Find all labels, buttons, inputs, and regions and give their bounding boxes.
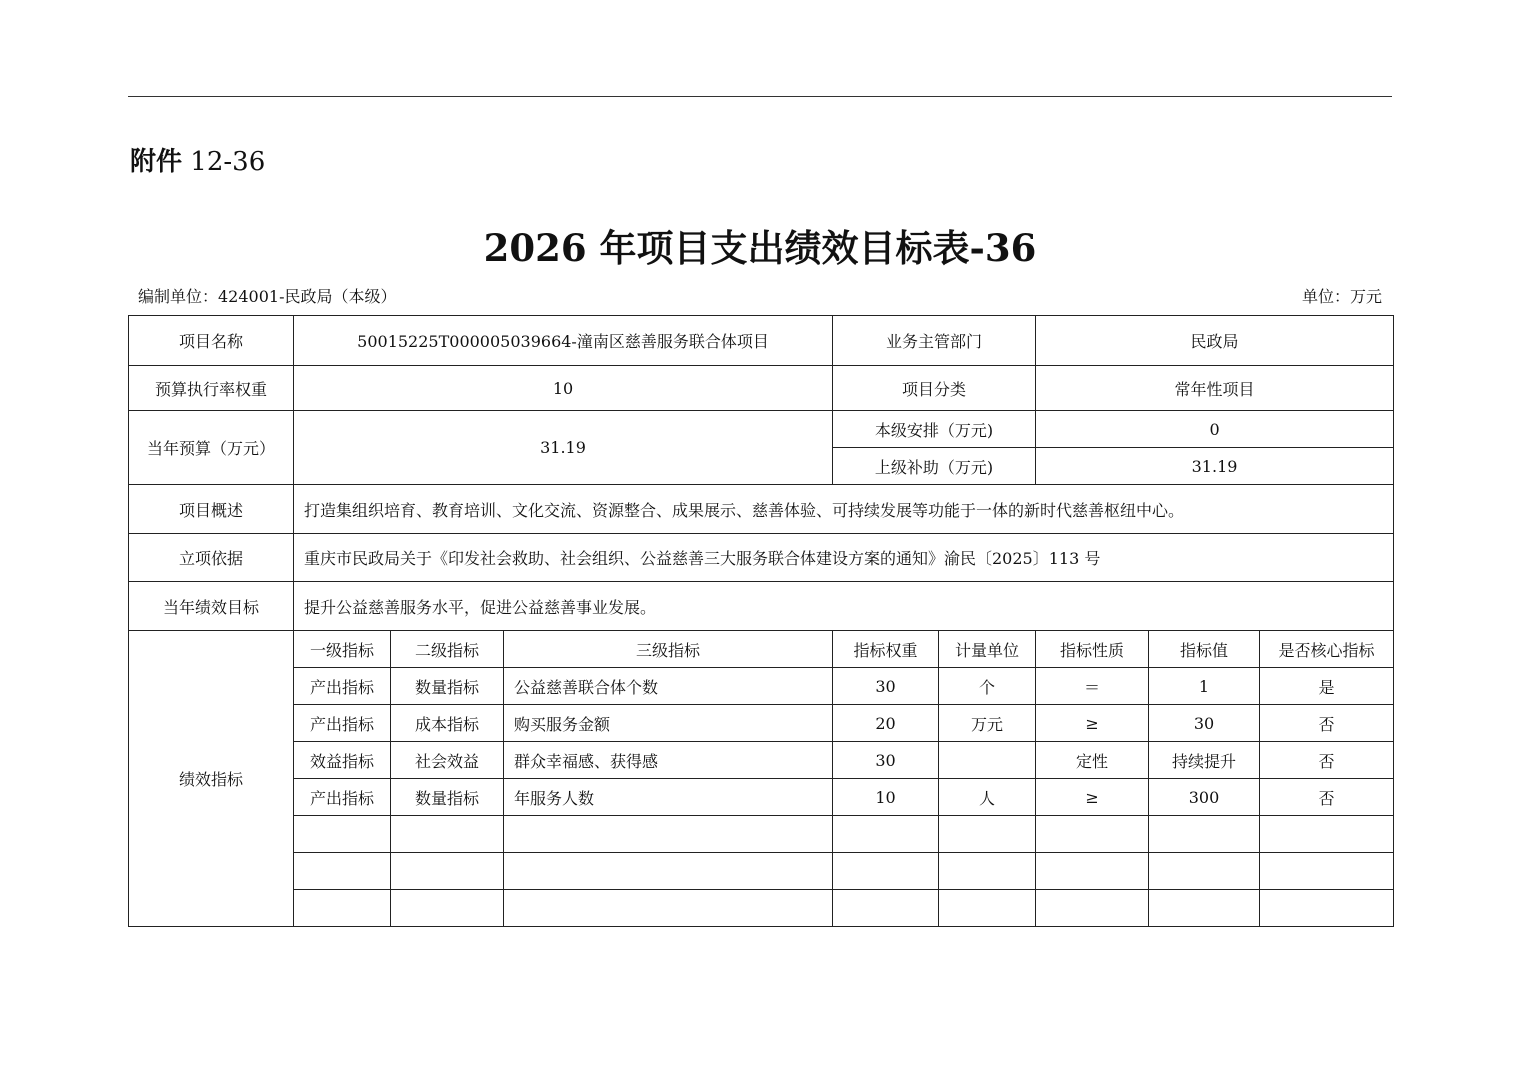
cell-weight — [833, 853, 939, 890]
summary-label: 项目概述 — [129, 485, 294, 534]
table-row — [129, 668, 1394, 705]
cell-level3 — [504, 890, 833, 927]
header-weight: 指标权重 — [833, 631, 939, 668]
budget-value: 31.19 — [294, 411, 833, 485]
cell-nature — [1036, 890, 1149, 927]
cell-level1: 产出指标 — [294, 668, 391, 705]
cell-unit: 人 — [939, 779, 1036, 816]
basis-label: 立项依据 — [129, 534, 294, 582]
header-rule — [128, 96, 1392, 97]
cell-level2: 社会效益 — [391, 742, 504, 779]
basis-value: 重庆市民政局关于《印发社会救助、社会组织、公益慈善三大服务联合体建设方案的通知》渝民〔2025〕113 号 — [294, 534, 1394, 582]
cell-weight: 10 — [833, 779, 939, 816]
exec-weight-label: 预算执行率权重 — [129, 366, 294, 411]
cell-value: 持续提升 — [1149, 742, 1260, 779]
cell-level1: 产出指标 — [294, 779, 391, 816]
cell-level1: 效益指标 — [294, 742, 391, 779]
cell-level2: 数量指标 — [391, 668, 504, 705]
goal-value: 提升公益慈善服务水平，促进公益慈善事业发展。 — [294, 582, 1394, 631]
row-basis — [129, 534, 1394, 582]
cell-value: 1 — [1149, 668, 1260, 705]
table-row — [129, 742, 1394, 779]
table-row-empty — [129, 890, 1394, 927]
indicator-header-row — [129, 631, 1394, 668]
attachment-label — [130, 145, 265, 179]
cell-weight: 30 — [833, 668, 939, 705]
cell-weight: 30 — [833, 742, 939, 779]
project-name-label: 项目名称 — [129, 316, 294, 366]
table-row-empty — [129, 816, 1394, 853]
header-core: 是否核心指标 — [1260, 631, 1394, 668]
cell-level3: 年服务人数 — [504, 779, 833, 816]
exec-weight-value: 10 — [294, 366, 833, 411]
cell-nature — [1036, 816, 1149, 853]
row-project-name — [129, 316, 1394, 366]
cell-unit — [939, 816, 1036, 853]
cell-value — [1149, 890, 1260, 927]
cell-level1 — [294, 853, 391, 890]
table-row — [129, 779, 1394, 816]
indicator-section-label: 绩效指标 — [129, 631, 294, 927]
cell-level2 — [391, 853, 504, 890]
cell-value — [1149, 816, 1260, 853]
summary-value: 打造集组织培育、教育培训、文化交流、资源整合、成果展示、慈善体验、可持续发展等功能于一体的新时代慈善枢纽中心。 — [294, 485, 1394, 534]
project-name-value: 50015225T000005039664-潼南区慈善服务联合体项目 — [294, 316, 833, 366]
cell-nature: 定性 — [1036, 742, 1149, 779]
row-budget — [129, 411, 1394, 448]
cell-core: 是 — [1260, 668, 1394, 705]
header-level3: 三级指标 — [504, 631, 833, 668]
upper-subsidy-label: 上级补助（万元) — [833, 448, 1036, 485]
cell-value — [1149, 853, 1260, 890]
cell-nature: ≥ — [1036, 779, 1149, 816]
money-unit: 单位：万元 — [1301, 287, 1382, 306]
cell-level1 — [294, 890, 391, 927]
cell-nature: ≥ — [1036, 705, 1149, 742]
attachment-prefix: 附件 — [130, 147, 183, 177]
row-summary — [129, 485, 1394, 534]
row-exec-weight — [129, 366, 1394, 411]
cell-unit — [939, 742, 1036, 779]
row-goal — [129, 582, 1394, 631]
cell-value: 30 — [1149, 705, 1260, 742]
budget-label: 当年预算（万元） — [129, 411, 294, 485]
upper-subsidy-value: 31.19 — [1036, 448, 1394, 485]
cell-unit — [939, 890, 1036, 927]
table-row-empty — [129, 853, 1394, 890]
local-budget-label: 本级安排（万元) — [833, 411, 1036, 448]
attachment-number: 12-36 — [190, 147, 266, 177]
cell-core: 否 — [1260, 742, 1394, 779]
cell-level1 — [294, 816, 391, 853]
cell-level3 — [504, 853, 833, 890]
cell-core — [1260, 816, 1394, 853]
cell-level2: 数量指标 — [391, 779, 504, 816]
performance-table — [128, 315, 1394, 927]
local-budget-value: 0 — [1036, 411, 1394, 448]
page-title: 2026 年项目支出绩效目标表-36 — [483, 226, 1037, 270]
cell-level3: 群众幸福感、获得感 — [504, 742, 833, 779]
dept-value: 民政局 — [1036, 316, 1394, 366]
cell-unit: 万元 — [939, 705, 1036, 742]
goal-label: 当年绩效目标 — [129, 582, 294, 631]
category-label: 项目分类 — [833, 366, 1036, 411]
dept-label: 业务主管部门 — [833, 316, 1036, 366]
cell-level2 — [391, 890, 504, 927]
header-level1: 一级指标 — [294, 631, 391, 668]
category-value: 常年性项目 — [1036, 366, 1394, 411]
cell-value: 300 — [1149, 779, 1260, 816]
cell-weight — [833, 816, 939, 853]
cell-nature: ＝ — [1036, 668, 1149, 705]
cell-unit — [939, 853, 1036, 890]
cell-level3: 购买服务金额 — [504, 705, 833, 742]
header-value: 指标值 — [1149, 631, 1260, 668]
cell-level2 — [391, 816, 504, 853]
cell-level2: 成本指标 — [391, 705, 504, 742]
cell-weight: 20 — [833, 705, 939, 742]
cell-unit: 个 — [939, 668, 1036, 705]
header-unit: 计量单位 — [939, 631, 1036, 668]
header-level2: 二级指标 — [391, 631, 504, 668]
cell-core: 否 — [1260, 705, 1394, 742]
cell-core: 否 — [1260, 779, 1394, 816]
cell-level3 — [504, 816, 833, 853]
cell-level3: 公益慈善联合体个数 — [504, 668, 833, 705]
cell-level1: 产出指标 — [294, 705, 391, 742]
cell-core — [1260, 853, 1394, 890]
table-row — [129, 705, 1394, 742]
org-unit: 编制单位：424001-民政局（本级） — [138, 287, 397, 306]
cell-nature — [1036, 853, 1149, 890]
header-nature: 指标性质 — [1036, 631, 1149, 668]
cell-core — [1260, 890, 1394, 927]
cell-weight — [833, 890, 939, 927]
